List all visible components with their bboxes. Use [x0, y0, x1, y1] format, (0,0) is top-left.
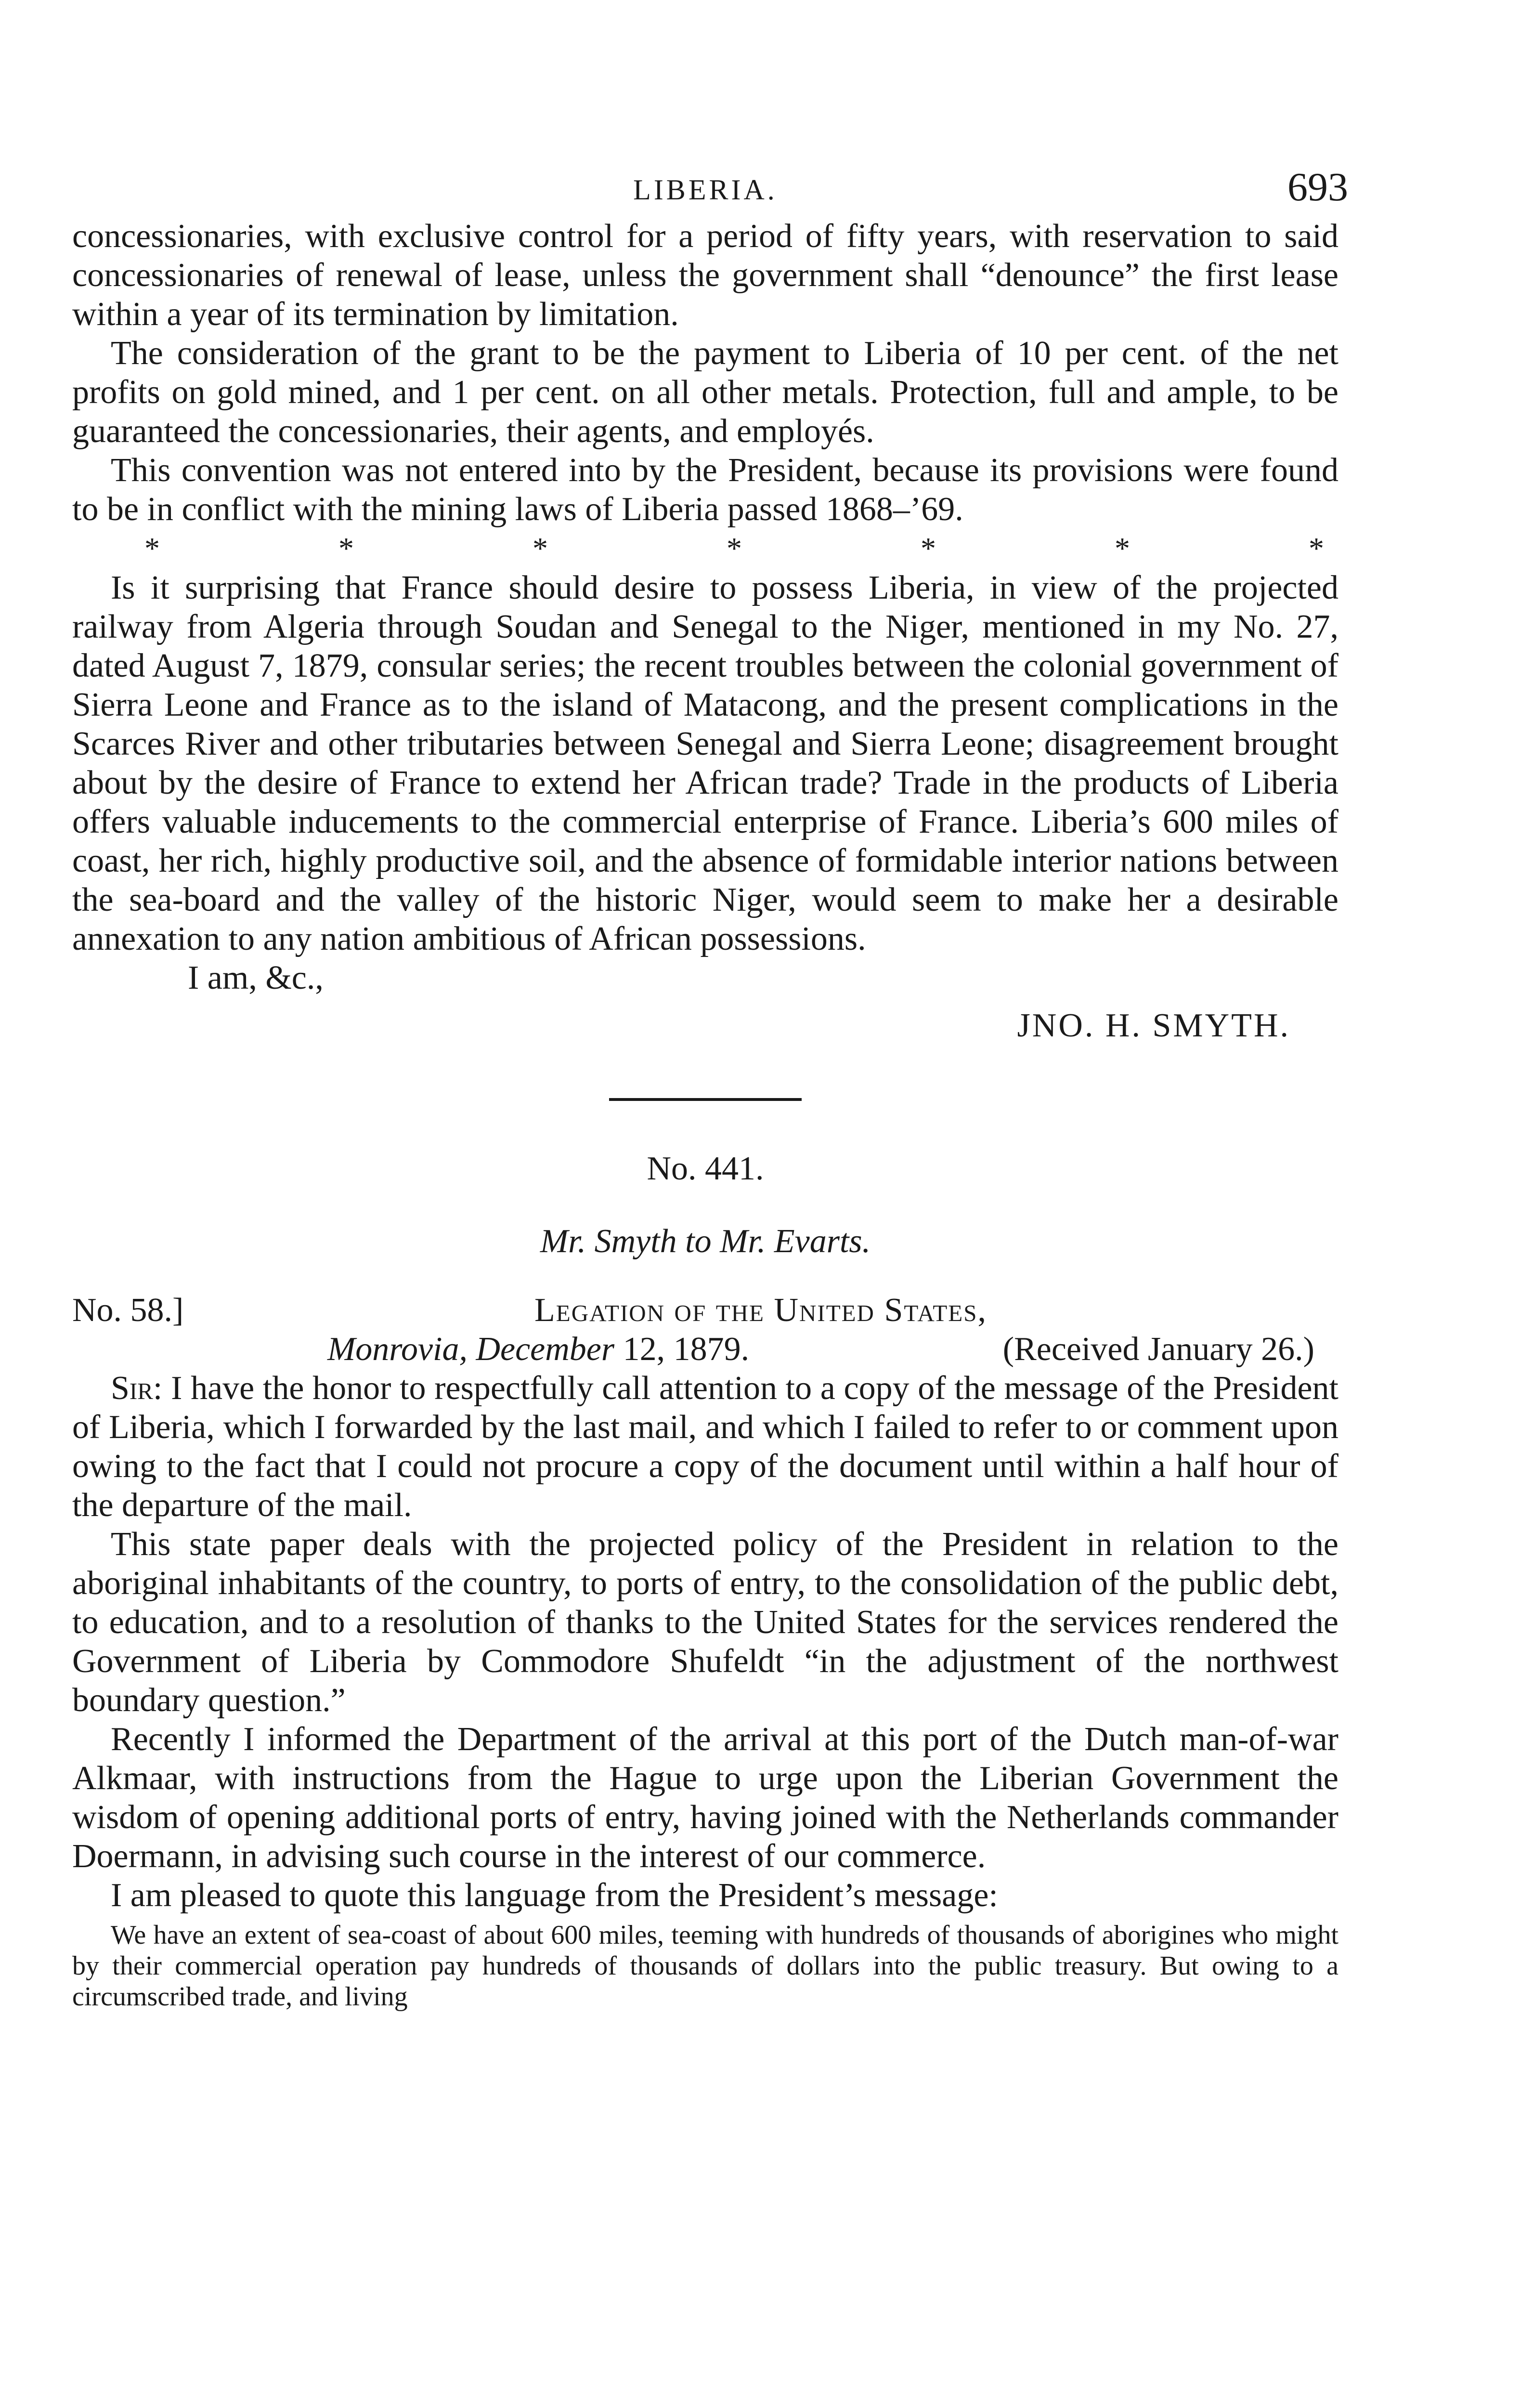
star: *: [1115, 531, 1130, 565]
document-number: No. 441.: [647, 1150, 764, 1187]
page-number: 693: [1287, 165, 1348, 209]
star: *: [144, 531, 160, 565]
ellipsis-stars: [72, 532, 1338, 565]
paragraph-dutch: Recently I informed the Department of the arrival at this port of the Dutch man-of-war Alkmaar, with instructions from the Hague to urge upon the Liberian Government the wisdom of opening additional ports of entry, having joined with the Netherlands commander Doermann, in advising such course in the interest of our commerce.: [72, 1721, 1338, 1875]
paragraph-france: Is it surprising that France should desire to possess Liberia, in view of the projected railway from Algeria through Soudan and Senegal to the Niger, mentioned in my No. 27, dated August 7, 1879, consular series; the recent troubles between the colonial government of Sierra Leone and France as to the island of Matacong, and the present complications in the Scarces River and other tributaries between Senegal and Sierra Leone; disagreement brought about by the desire of France to extend her African trade? Trade in the products of Liberia offers valuable inducements to the commercial enterprise of France. Liberia’s 600 miles of coast, her rich, highly productive soil, and the absence of formidable interior nations between the sea-board and the valley of the historic Niger, would seem to make her a desirable annexation to any nation ambitious of African possessions.: [72, 569, 1338, 957]
paragraph-continuation: concessionaries, with exclusive control for a period of fifty years, with reservation to said concessionaries of renewal of lease, unless the government shall “denounce” the first lease within a year of its termination by limitation.: [72, 218, 1338, 333]
paragraph-convention: This convention was not entered into by the President, because its provisions were found to be in conflict with the mining laws of Liberia passed 1868–’69.: [72, 452, 1338, 528]
running-head: [72, 164, 1348, 217]
place-date: [327, 1330, 749, 1369]
quoted-extract: We have an extent of sea-coast of about 600 miles, teeming with hundreds of thousands of aborigines who might by their commercial operation pay hundreds of thousands of dollars into the public treasury. But owing to a circumscribed trade, and living: [72, 1920, 1338, 2012]
star: *: [338, 531, 354, 565]
paragraph-sir-text: I have the honor to respectfully call attention to a copy of the message of the President of Liberia, which I forwarded by the last mail, and which I failed to refer to or comment upon owing to the fact that I could not procure a copy of the document until within a half hour of the departure of the mail.: [72, 1370, 1338, 1524]
star: *: [533, 531, 548, 565]
running-title: LIBERIA.: [633, 174, 778, 206]
salutation: Sir:: [111, 1370, 163, 1407]
dispatch-number: No. 58.]: [72, 1292, 184, 1329]
date-month: December: [476, 1331, 615, 1368]
section-divider: [609, 1098, 802, 1101]
signature: JNO. H. SMYTH.: [1017, 1007, 1290, 1044]
star: *: [1309, 531, 1324, 565]
date-rest: 12, 1879.: [623, 1331, 750, 1368]
place: Monrovia,: [327, 1331, 468, 1368]
document-title: Mr. Smyth to Mr. Evarts.: [540, 1223, 871, 1260]
paragraph-state-paper: This state paper deals with the projected policy of the President in relation to the aboriginal inhabitants of the country, to ports of entry, to the consolidation of the public debt, to education, and to a resolution of thanks to the United States for the services rendered the Government of Liberia by Commodore Shufeldt “in the adjustment of the northwest boundary question.”: [72, 1526, 1338, 1719]
letter-closing: I am, &c.,: [188, 959, 324, 996]
legation-heading: Legation of the United States,: [534, 1292, 987, 1329]
document-page: [72, 164, 1348, 2012]
paragraph-consideration: The consideration of the grant to be the payment to Liberia of 10 per cent. of the net profits on gold mined, and 1 per cent. on all other metals. Protection, full and ample, to be guaranteed the concessionaries, their agents, and employés.: [72, 335, 1338, 450]
star: *: [921, 531, 936, 565]
paragraph-sir: [72, 1369, 1338, 1525]
dateline: [72, 1291, 1338, 1369]
paragraph-quote-intro: I am pleased to quote this language from the President’s message:: [111, 1877, 998, 1914]
received-date: (Received January 26.): [1002, 1331, 1314, 1368]
star: *: [727, 531, 742, 565]
